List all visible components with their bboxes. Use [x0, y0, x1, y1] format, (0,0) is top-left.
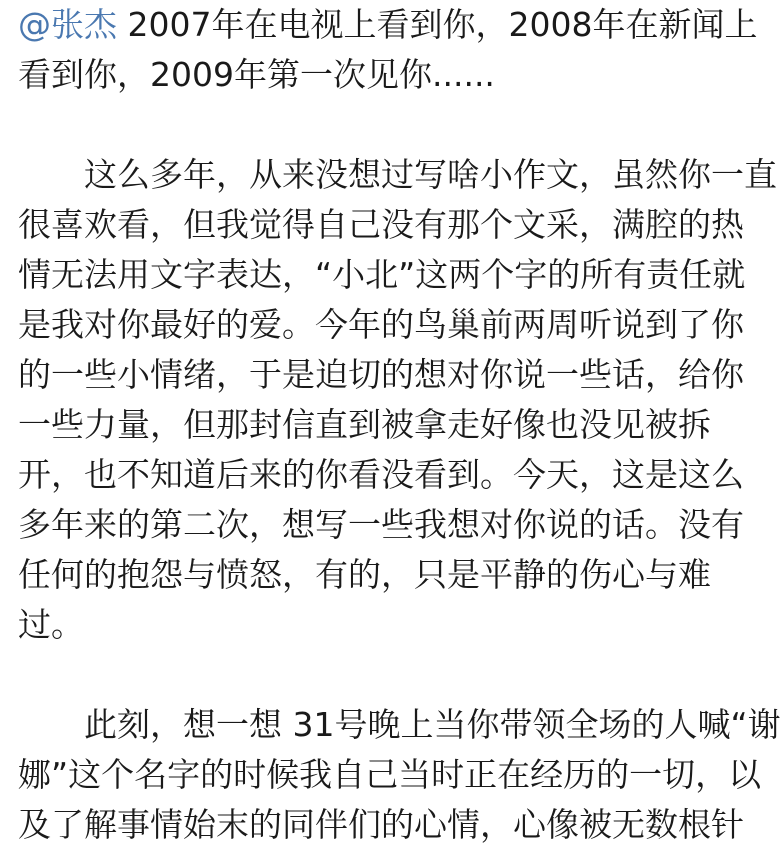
mention-link[interactable]: @张杰 — [18, 5, 117, 44]
paragraph-1-line-4: 是我对你最好的爱。今年的鸟巢前两周听说到了你 — [18, 305, 744, 344]
paragraph-1-line-8: 多年来的第二次，想写一些我想对你说的话。没有 — [18, 505, 744, 544]
post-body — [18, 0, 781, 850]
paragraph-2-line-1: 此刻，想一想 31号晚上当你带领全场的人喊“谢 — [84, 705, 781, 744]
paragraph-gap — [18, 650, 733, 700]
intro-line-2: 看到你，2009年第一次见你...... — [18, 55, 495, 94]
paragraph-1-line-9: 任何的抱怨与愤怒，有的，只是平静的伤心与难 — [18, 555, 711, 594]
paragraph-1-line-3: 情无法用文字表达，“小北”这两个字的所有责任就 — [18, 255, 746, 294]
paragraph-1-line-1: 这么多年，从来没想过写啥小作文，虽然你一直 — [84, 155, 777, 194]
intro-paragraph — [18, 0, 758, 100]
intro-line-1 — [18, 0, 758, 50]
intro-line-1-text: 2007年在电视上看到你，2008年在新闻上 — [117, 5, 758, 44]
paragraph-2-line-2: 娜”这个名字的时候我自己当时正在经历的一切，以 — [18, 755, 762, 794]
paragraph-2 — [18, 700, 781, 850]
paragraph-1-line-10: 过。 — [18, 605, 84, 644]
paragraph-1-line-7: 开，也不知道后来的你看没看到。今天，这是这么 — [18, 455, 744, 494]
paragraph-2-line-3: 及了解事情始末的同伴们的心情，心像被无数根针 — [18, 805, 744, 844]
paragraph-1-line-5: 的一些小情绪，于是迫切的想对你说一些话，给你 — [18, 355, 744, 394]
paragraph-1-line-6: 一些力量，但那封信直到被拿走好像也没见被拆 — [18, 405, 711, 444]
paragraph-1-line-2: 很喜欢看，但我觉得自己没有那个文采，满腔的热 — [18, 205, 744, 244]
paragraph-gap — [18, 100, 733, 150]
paragraph-1 — [18, 150, 777, 650]
